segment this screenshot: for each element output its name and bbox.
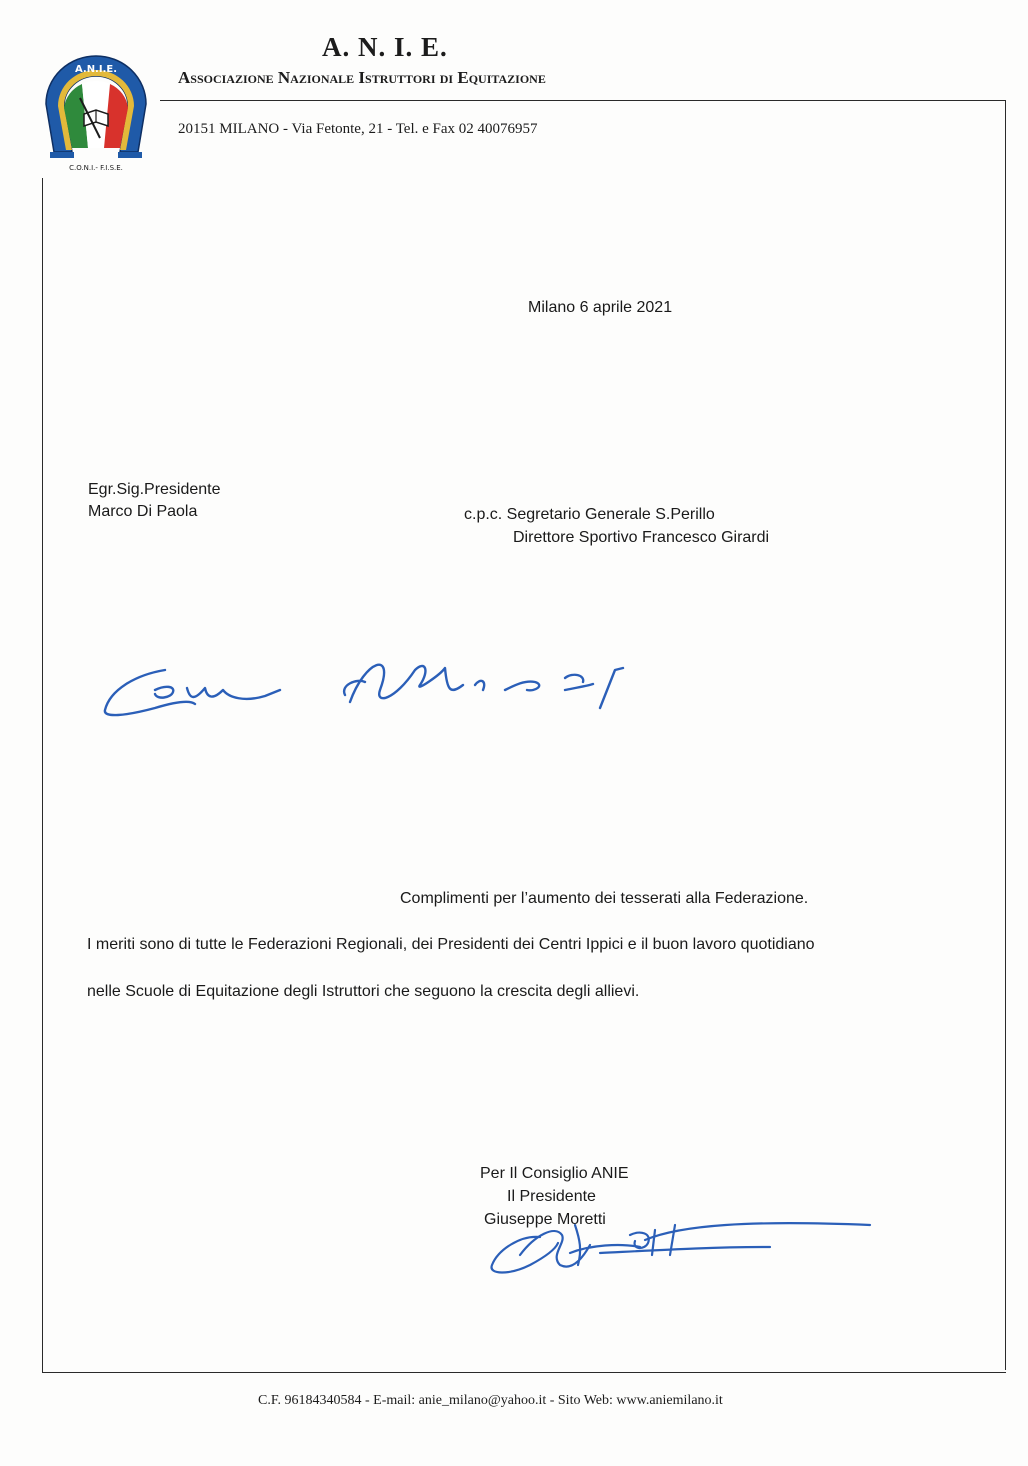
cc-line-1: c.p.c. Segretario Generale S.Perillo — [464, 506, 715, 523]
org-acronym: A. N. I. E. — [322, 32, 448, 62]
body-line-2: I meriti sono di tutte le Federazioni Regionali, dei Presidenti dei Centri Ippici e il buon lavoro quotidiano — [87, 936, 815, 953]
closing-signer-name: Giuseppe Moretti — [484, 1211, 606, 1228]
cc-line-2: Direttore Sportivo Francesco Girardi — [513, 529, 770, 546]
logo-text-bottom: C.O.N.I.- F.I.S.E. — [69, 164, 123, 172]
recipient-block — [88, 479, 221, 523]
closing-line-2: Il Presidente — [507, 1188, 596, 1205]
letterhead-left-rule — [42, 178, 43, 1373]
handwritten-greeting-icon — [95, 630, 695, 730]
org-full-name: Associazione Nazionale Istruttori di Equitazione — [178, 68, 546, 87]
body-line-1: Complimenti per l’aumento dei tesserati alla Federazione. — [400, 890, 809, 907]
org-address: 20151 MILANO - Via Fetonte, 21 - Tel. e Fax 02 40076957 — [178, 121, 538, 137]
letter-date: Milano 6 aprile 2021 — [528, 299, 673, 316]
logo-text-top: A.N.I.E. — [74, 64, 118, 75]
body-line-3: nelle Scuole di Equitazione degli Istruttori che seguono la crescita degli allievi. — [87, 983, 640, 1000]
handwritten-signature-icon — [480, 1195, 880, 1285]
recipient-name: Marco Di Paola — [88, 503, 198, 520]
letterhead-bottom-rule — [42, 1372, 1006, 1373]
recipient-title: Egr.Sig.Presidente — [88, 481, 221, 498]
closing-line-1: Per Il Consiglio ANIE — [480, 1165, 629, 1182]
letterhead-right-rule — [1005, 100, 1006, 1370]
anie-horseshoe-logo-icon — [36, 34, 156, 174]
letterhead-top-rule — [160, 100, 1006, 101]
footer-contacts: C.F. 96184340584 - E-mail: anie_milano@yahoo.it - Sito Web: www.aniemilano.it — [258, 1393, 723, 1408]
